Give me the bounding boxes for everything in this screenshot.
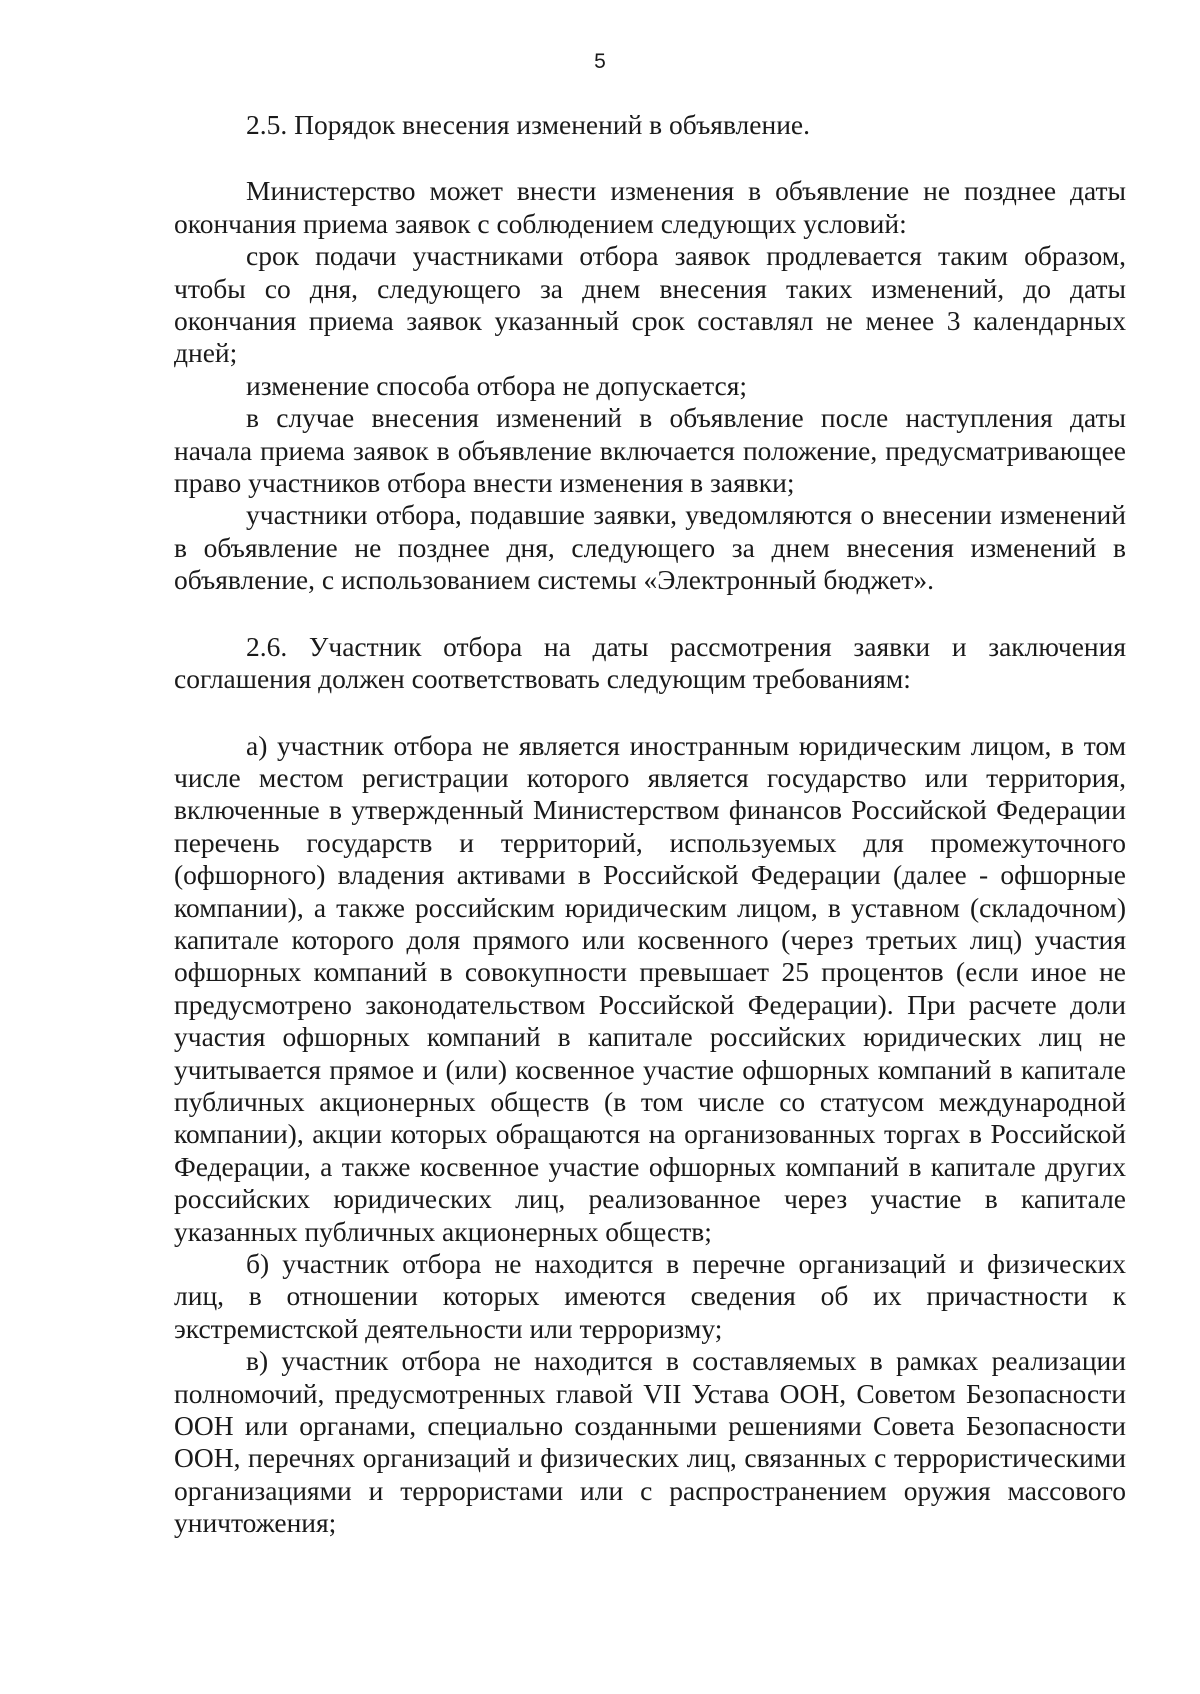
paragraph-spacer	[174, 696, 1126, 730]
list-item-v: в) участник отбора не находится в составляемых в рамках реализации полномочий, предусмотренных главой VII Устава ООН, Советом Безопасности ООН или органами, специально созданными решениями Совета Безопасности ООН, перечнях организаций и физических лиц, связанных с террористическими организациями и террористами или с распространением оружия массового уничтожения;	[174, 1345, 1126, 1539]
list-item-b: б) участник отбора не находится в перечне организаций и физических лиц, в отношении которых имеются сведения об их причастности к экстремистской деятельности или терроризму;	[174, 1248, 1126, 1344]
paragraph: срок подачи участниками отбора заявок продлевается таким образом, чтобы со дня, следующего за днем внесения таких изменений, до даты окончания приема заявок указанный срок составлял не менее 3 календарных дней;	[174, 240, 1126, 369]
page-number: 5	[594, 50, 606, 73]
paragraph: участники отбора, подавшие заявки, уведомляются о внесении изменений в объявление не позднее дня, следующего за днем внесения изменений в объявление, с использованием системы «Электронный бюджет».	[174, 499, 1126, 596]
section-heading-2-6: 2.6. Участник отбора на даты рассмотрения заявки и заключения соглашения должен соответствовать следующим требованиям:	[174, 630, 1126, 695]
section-heading-2-5: 2.5. Порядок внесения изменений в объявление.	[246, 109, 811, 140]
paragraph: изменение способа отбора не допускается;	[246, 369, 748, 401]
paragraph-spacer	[174, 597, 1126, 631]
document-body	[174, 109, 1126, 1540]
paragraph: Министерство может внести изменения в объявление не позднее даты окончания приема заявок с соблюдением следующих условий:	[174, 175, 1126, 239]
paragraph: в случае внесения изменений в объявление после наступления даты начала приема заявок в объявление включается положение, предусматривающее право участников отбора внести изменения в заявки;	[174, 402, 1126, 499]
list-item-a: а) участник отбора не является иностранным юридическим лицом, в том числе местом регистрации которого является государство или территория, включенные в утвержденный Министерством финансов Российской Федерации перечень государств и территорий, используемых для промежуточного (офшорного) владения активами в Российской Федерации (далее - офшорные компании), а также российским юридическим лицом, в уставном (складочном) капитале которого доля прямого или косвенного (через третьих лиц) участия офшорных компаний в совокупности превышает 25 процентов (если иное не предусмотрено законодательством Российской Федерации). При расчете доли участия офшорных компаний в капитале российских юридических лиц не учитывается прямое и (или) косвенное участие офшорных компаний в капитале публичных акционерных обществ (в том числе со статусом международной компании), акции которых обращаются на организованных торгах в Российской Федерации, а также косвенное участие офшорных компаний в капитале других российских юридических лиц, реализованное через участие в капитале указанных публичных акционерных обществ;	[174, 729, 1126, 1247]
paragraph-spacer	[174, 141, 1126, 175]
